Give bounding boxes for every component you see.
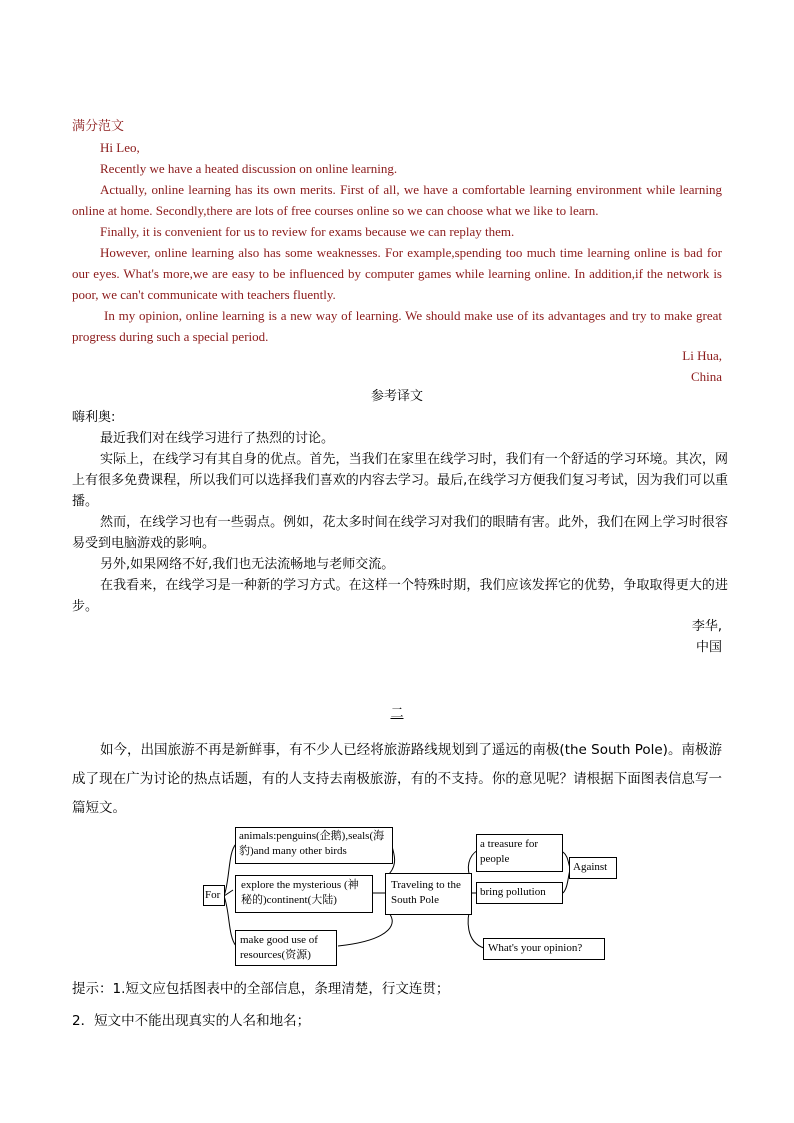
translation-paragraph-2: 实际上，在线学习有其自身的优点。首先，当我们在家里在线学习时，我们有一个舒适的学习环境。其次，网上有很多免费课程，所以我们可以选择我们喜欢的内容去学习。最后,在线学习方便我们复习考试，因为我们可以重播。 bbox=[72, 452, 728, 509]
essay-paragraph-2: Actually, online learning has its own merits. First of all, we have a comfortable learning environment while learning online at home. Secondly,there are lots of free courses online so we can choose what we like to learn. bbox=[72, 182, 722, 218]
translation-signature-name: 李华, bbox=[691, 619, 722, 634]
translation-paragraph-1: 最近我们对在线学习进行了热烈的讨论。 bbox=[100, 431, 335, 446]
opinion-prompt: What's your opinion? bbox=[483, 938, 605, 960]
essay-paragraph-1: Recently we have a heated discussion on online learning. bbox=[100, 161, 398, 176]
section-number: 二 bbox=[390, 706, 404, 721]
center-topic: Traveling to the South Pole bbox=[385, 873, 472, 915]
against-item-treasure: a treasure for people bbox=[476, 834, 563, 872]
against-label: Against bbox=[569, 857, 617, 879]
translation-paragraph-3: 然而，在线学习也有一些弱点。例如，花太多时间在线学习对我们的眼睛有害。此外，我们在网上学习时很容易受到电脑游戏的影响。 bbox=[72, 515, 728, 551]
translation-signature-place: 中国 bbox=[695, 640, 722, 655]
for-item-explore: explore the mysterious (神秘的)continent(大陆) bbox=[235, 875, 373, 913]
essay-paragraph-5: In my opinion, online learning is a new way of learning. We should make use of its advantages and try to make great progress during such a special period. bbox=[72, 308, 722, 344]
against-item-pollution: bring pollution bbox=[476, 882, 563, 904]
for-label: For bbox=[203, 885, 225, 906]
hint-2: 2．短文中不能出现真实的人名和地名； bbox=[72, 1013, 311, 1029]
translation-paragraph-5: 在我看来，在线学习是一种新的学习方式。在这样一个特殊时期，我们应该发挥它的优势，争取取得更大的进步。 bbox=[72, 578, 728, 614]
model-essay-heading: 满分范文 bbox=[72, 119, 125, 134]
task-prompt: 如今，出国旅游不再是新鲜事，有不少人已经将旅游路线规划到了遥远的南极(the South Pole)。南极游成了现在广为讨论的热点话题，有的人支持去南极旅游，有的不支持。你的意见呢？请根据下面图表信息写一篇短文。 bbox=[72, 742, 722, 816]
translation-greeting: 嗨利奥: bbox=[72, 410, 116, 425]
essay-signature-place: China bbox=[690, 369, 722, 384]
hint-1: 提示：1.短文应包括图表中的全部信息，条理清楚，行文连贯； bbox=[72, 981, 450, 997]
for-item-animals: animals:penguins(企鹅),seals(海豹)and many other birds bbox=[235, 827, 393, 864]
essay-signature-name: Li Hua, bbox=[682, 348, 722, 363]
essay-paragraph-3: Finally, it is convenient for us to review for exams because we can replay them. bbox=[100, 224, 515, 239]
for-item-resources: make good use of resources(资源) bbox=[235, 930, 337, 966]
essay-greeting: Hi Leo, bbox=[100, 140, 140, 155]
translation-heading: 参考译文 bbox=[370, 389, 423, 404]
translation-paragraph-4: 另外,如果网络不好,我们也无法流畅地与老师交流。 bbox=[100, 557, 395, 572]
essay-paragraph-4: However, online learning also has some weaknesses. For example,spending too much time learning online is bad for our eyes. What's more,we are easy to be influenced by computer games while learning online. In addition,if the network is poor, we can't communicate with teachers fluently. bbox=[72, 245, 722, 302]
